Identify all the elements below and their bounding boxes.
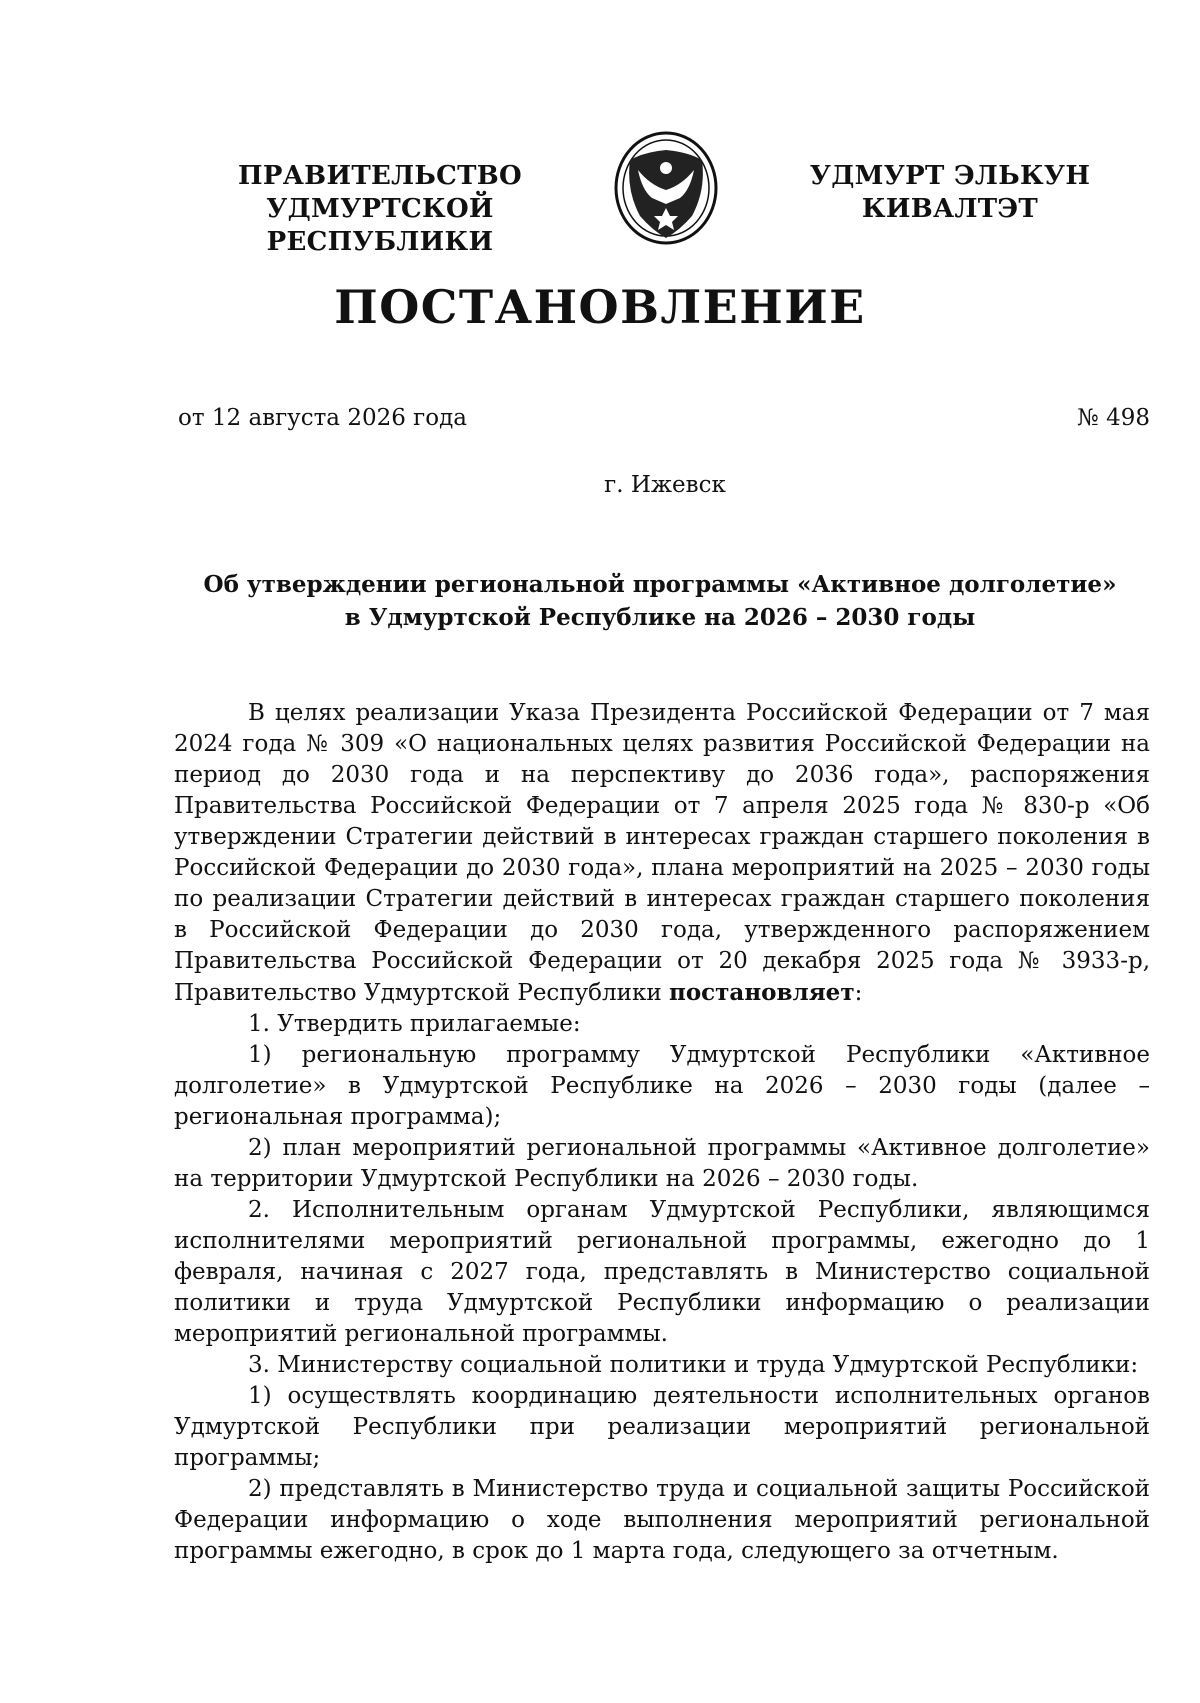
- decree-word: постановляет: [668, 979, 855, 1006]
- preamble-text: В целях реализации Указа Президента Российской Федерации от 7 мая 2024 года № 309 «О национальных целях развития Российской Федерации на период до 2030 года и на перспективу до 2036 года», распоряжения Правительства Российской Федерации от 7 апреля 2025 года № 830-р «Об утверждении Стратегии действий в интересах граждан старшего поколения в Российской Федерации до 2030 года», плана мероприятий на 2025 – 2030 годы по реализации Стратегии действий в интересах граждан старшего поколения в Российской Федерации до 2030 года, утвержденного распоряжением Правительства Российской Федерации от 20 декабря 2025 года № 3933-р, Правительство Удмуртской Республики: [174, 700, 1150, 1006]
- issuer-name-russian: [160, 160, 600, 259]
- document-subject: [160, 568, 1160, 634]
- document-body: [174, 698, 1150, 1567]
- document-type-title: ПОСТАНОВЛЕНИЕ: [334, 280, 866, 334]
- issuer-udmurt-line-2: КИВАЛТЭТ: [861, 194, 1039, 224]
- udmurtia-coat-of-arms-icon: [610, 130, 722, 248]
- preamble-paragraph: [174, 698, 1150, 1009]
- issuer-udmurt-line-1: УДМУРТ ЭЛЬКУН: [809, 161, 1091, 191]
- body-paragraph: 1) осуществлять координацию деятельности исполнительных органов Удмуртской Республики при реализации мероприятий региональной программы;: [174, 1383, 1150, 1471]
- document-number: № 498: [1077, 405, 1150, 431]
- document-city: г. Ижевск: [604, 472, 726, 498]
- subject-line-1: Об утверждении региональной программы «Активное долголетие»: [203, 571, 1117, 598]
- body-paragraph: 2. Исполнительным органам Удмуртской Республики, являющимся исполнителями мероприятий региональной программы, ежегодно до 1 февраля, начиная с 2027 года, представлять в Министерство социальной политики и труда Удмуртской Республики информацию о реализации мероприятий региональной программы.: [174, 1197, 1150, 1347]
- decree-colon: :: [854, 980, 863, 1006]
- issuer-name-udmurt: [790, 160, 1110, 226]
- document-date: от 12 августа 2026 года: [178, 405, 467, 431]
- body-paragraph: 1) региональную программу Удмуртской Республики «Активное долголетие» в Удмуртской Республике на 2026 – 2030 годы (далее – региональная программа);: [174, 1042, 1150, 1130]
- body-paragraph: 3. Министерству социальной политики и труда Удмуртской Республики:: [248, 1352, 1139, 1378]
- body-paragraph: 1. Утвердить прилагаемые:: [248, 1011, 581, 1037]
- issuer-line-1: ПРАВИТЕЛЬСТВО: [238, 161, 522, 191]
- body-paragraph: 2) представлять в Министерство труда и социальной защиты Российской Федерации информацию о ходе выполнения мероприятий региональной программы ежегодно, в срок до 1 марта года, следующего за отчетным.: [174, 1476, 1150, 1564]
- body-paragraph: 2) план мероприятий региональной программы «Активное долголетие» на территории Удмуртской Республики на 2026 – 2030 годы.: [174, 1135, 1150, 1192]
- subject-line-2: в Удмуртской Республике на 2026 – 2030 годы: [344, 604, 976, 631]
- issuer-line-2: УДМУРТСКОЙ РЕСПУБЛИКИ: [266, 194, 494, 257]
